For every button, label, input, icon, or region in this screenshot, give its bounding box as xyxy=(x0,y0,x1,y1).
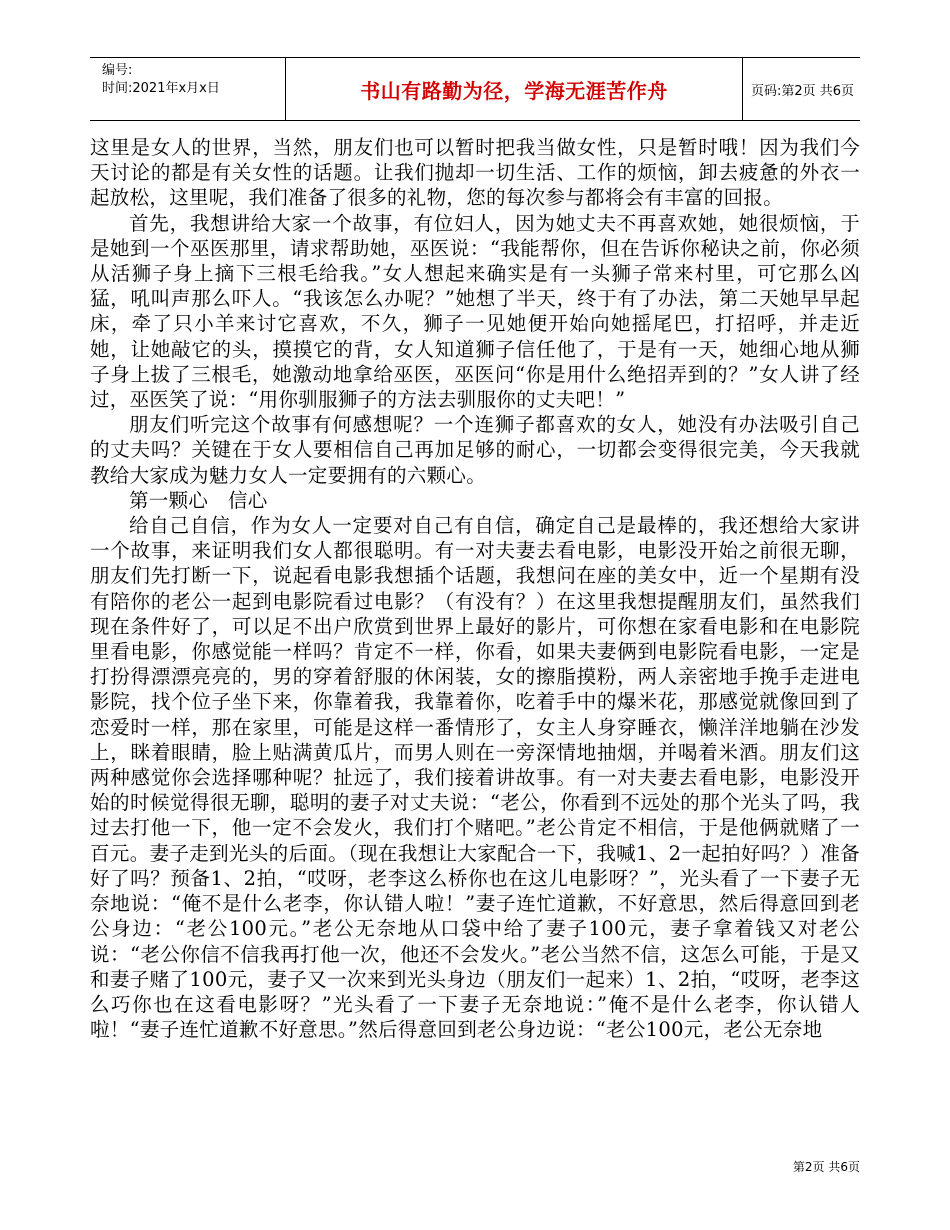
header-meta xyxy=(90,62,285,98)
header-motto: 书山有路勤为径，学海无涯苦作舟 xyxy=(360,78,668,103)
paragraph-reflection: 朋友们听完这个故事有何感想呢？一个连狮子都喜欢的女人，她没有办法吸引自己的丈夫吗？关键在于女人要相信自己再加足够的耐心，一切都会变得很完美，今天我就教给大家成为魅力女人一定要拥有的六颗心。 xyxy=(90,413,860,487)
paragraph-intro: 这里是女人的世界，当然，朋友们也可以暂时把我当做女性，只是暂时哦！因为我们今天讨论的都是有关女性的话题。让我们抛却一切生活、工作的烦恼，卸去疲惫的外衣一起放松，这里呢，我们准备了很多的礼物，您的每次参与都将会有丰富的回报。 xyxy=(90,136,860,210)
paragraph-story: 首先，我想讲给大家一个故事，有位妇人，因为她丈夫不再喜欢她，她很烦恼，于是她到一个巫医那里，请求帮助她，巫医说：“我能帮你，但在告诉你秘诀之前，你必须从活狮子身上摘下三根毛给我。”女人想起来确实是有一头狮子常来村里，可它那么凶猛，吼叫声那么吓人。“我该怎么办呢？”她想了半天，终于有了办法，第二天她早早起床，牵了只小羊来讨它喜欢，不久，狮子一见她便开始向她摇尾巴，打招呼，并走近她，让她敲它的头，摸摸它的背，女人知道狮子信任他了，于是有一天，她细心地从狮子身上拔了三根毛，她激动地拿给巫医，巫医问“你是用什么绝招弄到的？”女人讲了经过，巫医笑了说：“用你驯服狮子的方法去驯服你的丈夫吧！” xyxy=(90,211,860,412)
page-header xyxy=(90,57,860,121)
time-label: 时间:2021年x月x日 xyxy=(102,81,220,96)
section-heading: 第一颗心 信心 xyxy=(129,488,268,512)
header-page-label: 页码:第2页 共6页 xyxy=(751,83,855,99)
paragraph-confidence: 给自己自信，作为女人一定要对自己有自信，确定自己是最棒的，我还想给大家讲一个故事，来证明我们女人都很聪明。有一对夫妻去看电影，电影没开始之前很无聊，朋友们先打断一下，说起看电影我想插个话题，我想问在座的美女中，近一个星期有没有陪你的老公一起到电影院看过电影？（有没有？）在这里我想提醒朋友们，虽然我们现在条件好了，可以足不出户欣赏到世界上最好的影片，可你想在家看电影和在电影院里看电影，你感觉能一样吗？肯定不一样，你看，如果夫妻俩到电影院看电影，一定是打扮得漂漂亮亮的，男的穿着舒服的休闲装，女的擦脂摸粉，两人亲密地手挽手走进电影院，找个位子坐下来，你靠着我，我靠着你，吃着手中的爆米花，那感觉就像回到了恋爱时一样，那在家里，可能是这样一番情形了，女主人身穿睡衣，懒洋洋地躺在沙发上，眯着眼睛，脸上贴满黄瓜片，而男人则在一旁深情地抽烟，并喝着米酒。朋友们这两种感觉你会选择哪种呢？扯远了，我们接着讲故事。有一对夫妻去看电影，电影没开始的时候觉得很无聊，聪明的妻子对丈夫说：“老公，你看到不远处的那个光头了吗，我过去打他一下，他一定不会发火，我们打个赌吧。”老公肯定不相信，于是他俩就赌了一百元。妻子走到光头的后面。（现在我想让大家配合一下，我喊1、2一起拍好吗？）准备好了吗？预备1、2拍，“哎呀，老李这么桥你也在这儿电影呀？”，光头看了一下妻子无奈地说：“俺不是什么老李，你认错人啦！”妻子连忙道歉，不好意思，然后得意回到老公身边：“老公100元。”老公无奈地从口袋中给了妻子100元，妻子拿着钱又对老公说：“老公你信不信我再打他一次，他还不会发火。”老公当然不信，这怎么可能，于是又和妻子赌了100元，妻子又一次来到光头身边（朋友们一起来）1、2拍，“哎呀，老李这么巧你也在这看电影呀？”光头看了一下妻子无奈地说：”俺不是什么老李，你认错人啦！“妻子连忙道歉不好意思。”然后得意回到老公身边说：“老公100元，老公无奈地 xyxy=(90,514,860,1042)
document-body xyxy=(90,135,860,1042)
header-motto-cell xyxy=(286,58,743,120)
header-meta-cell xyxy=(90,58,286,120)
header-page-cell xyxy=(743,58,860,120)
page-footer: 第2页 共6页 xyxy=(792,1160,860,1174)
serial-label: 编号: xyxy=(102,63,133,78)
